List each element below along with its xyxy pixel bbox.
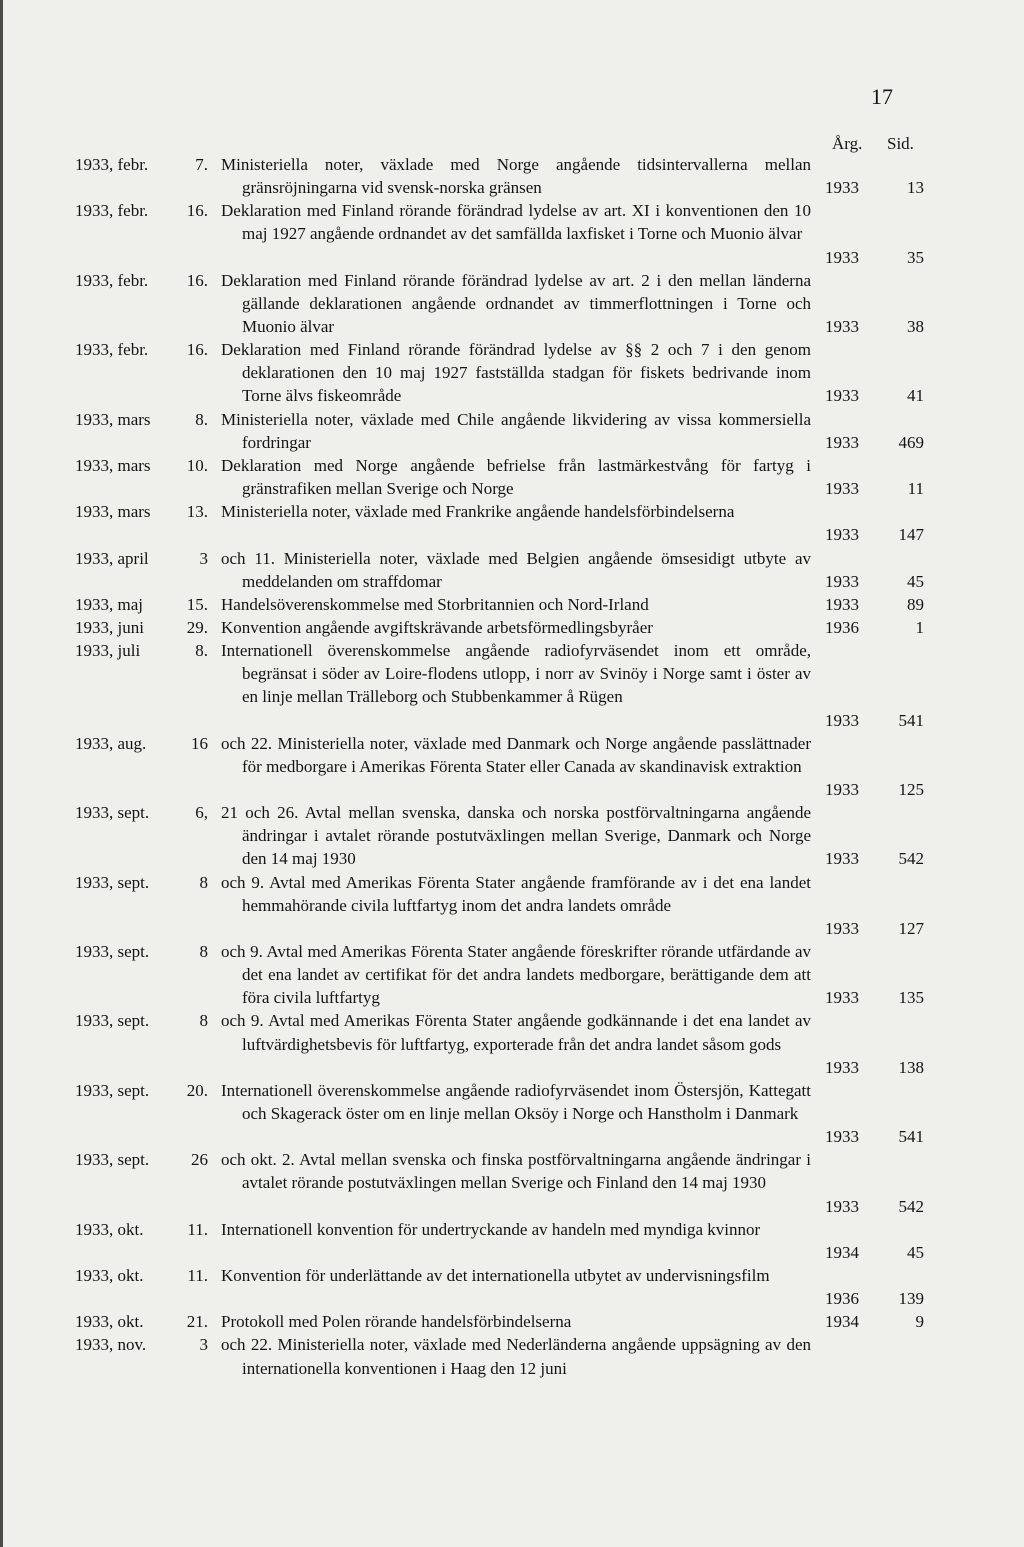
entry-year-ref: 1933	[825, 1196, 859, 1216]
entry-text: Konvention för underlättande av det internationella utbytet av undervisningsfilm	[221, 1266, 770, 1286]
entry-year-ref: 1933	[825, 710, 859, 730]
entry-page-ref: 138	[898, 1057, 924, 1077]
entry-text: Deklaration med Finland rörande förändrad lydelse av §§ 2 och 7 i den genom deklarationen den 10 maj 1927 fastställda stadgan för fiskets bedrivande inom Torne älvs fiskeområde	[221, 340, 811, 406]
list-item	[3, 500, 1024, 546]
entry-day: 16.	[186, 270, 208, 290]
entry-page-ref: 127	[898, 918, 924, 938]
entry-page-ref: 13	[907, 178, 924, 198]
entry-text: och okt. 2. Avtal mellan svenska och finska postförvaltningarna angående ändringar i avtalet rörande postutväxlingen mellan Sverige och Finland den 14 maj 1930	[221, 1150, 811, 1193]
entry-day: 16.	[186, 340, 208, 360]
list-item	[3, 616, 1024, 639]
entry-year-ref: 1933	[825, 594, 859, 614]
entry-text: Handelsöverenskommelse med Storbritannien och Nord-Irland	[221, 594, 649, 614]
entry-page-ref: 35	[907, 247, 924, 267]
entry-year-ref: 1933	[825, 432, 859, 452]
entry-day: 8	[199, 872, 208, 892]
entry-page-ref: 135	[898, 988, 924, 1008]
entry-day: 7.	[195, 155, 208, 174]
entry-text: Protokoll med Polen rörande handelsförbindelserna	[221, 1312, 572, 1332]
list-item	[3, 1009, 1024, 1078]
entry-page-ref: 38	[907, 317, 924, 337]
entry-year-ref: 1933	[825, 779, 859, 799]
entry-page-ref: 9	[915, 1312, 924, 1332]
entry-page-ref: 541	[898, 710, 924, 730]
entry-day: 10.	[186, 455, 208, 475]
entry-year-ref: 1933	[825, 849, 859, 869]
list-item	[3, 153, 1024, 199]
column-header-page: Sid.	[887, 134, 914, 153]
entry-year-ref: 1933	[825, 386, 859, 406]
entry-date: 1933, maj	[75, 594, 143, 614]
list-item	[3, 338, 1024, 407]
entry-year-ref: 1933	[825, 571, 859, 591]
entry-text: Deklaration med Finland rörande förändrad lydelse av art. XI i konventionen den 10 maj 1927 angående ordnandet av det samfällda laxfisket i Torne och Muonio älvar	[221, 201, 811, 244]
list-item	[3, 801, 1024, 870]
entry-day: 29.	[186, 617, 208, 637]
entry-page-ref: 89	[907, 594, 924, 614]
entry-page-ref: 139	[898, 1289, 924, 1309]
entry-text: och 9. Avtal med Amerikas Förenta Stater angående godkännande i det ena landet av luftvärdighetsbevis för luftfartyg, exporterade från det andra landet såsom gods	[221, 1011, 811, 1054]
entry-date: 1933, nov.	[75, 1335, 147, 1355]
list-item	[3, 871, 1024, 940]
entry-date: 1933, sept.	[75, 1080, 150, 1100]
entry-day: 11.	[187, 1219, 208, 1239]
entry-year-ref: 1933	[825, 479, 859, 499]
entry-day: 15.	[186, 594, 208, 614]
entry-page-ref: 469	[898, 432, 924, 452]
entry-year-ref: 1933	[825, 918, 859, 938]
entry-text: Internationell överenskommelse angående radiofyrväsendet inom ett område, begränsat i söder av Loire-flodens utlopp, i norr av Svinöy i Norge samt i öster av en linje mellan Trälleborg och Stubbenkammer å Rügen	[221, 641, 811, 707]
entry-date: 1933, okt.	[75, 1266, 144, 1286]
entry-day: 8.	[195, 409, 208, 429]
entry-text: Ministeriella noter, växlade med Chile angående likvidering av vissa kommersiella fordringar	[221, 409, 811, 452]
entry-page-ref: 542	[898, 849, 924, 869]
entry-year-ref: 1933	[825, 988, 859, 1008]
entry-day: 11.	[187, 1266, 208, 1286]
entry-date: 1933, febr.	[75, 340, 149, 360]
entry-day: 16	[191, 733, 208, 753]
entry-text: Deklaration med Norge angående befrielse från lastmärkestvång för fartyg i gränstrafiken mellan Sverige och Norge	[221, 455, 811, 499]
entry-date: 1933, sept.	[75, 803, 150, 823]
entry-day: 20.	[186, 1080, 208, 1100]
entry-date: 1933, april	[75, 548, 149, 568]
entry-text: och 9. Avtal med Amerikas Förenta Stater angående föreskrifter rörande utfärdande av det ena landet av certifikat för det andra landets medborgare, berättigande dem att föra civila luftfartyg	[221, 941, 811, 1008]
entry-day: 3	[199, 548, 208, 568]
list-item	[3, 1218, 1024, 1264]
entry-year-ref: 1933	[825, 1127, 859, 1147]
entry-day: 8	[199, 1011, 208, 1031]
entry-year-ref: 1936	[825, 1289, 859, 1309]
entry-page-ref: 11	[907, 479, 924, 499]
entry-year-ref: 1933	[825, 178, 859, 198]
entry-day: 21.	[186, 1312, 208, 1332]
entry-year-ref: 1933	[825, 247, 859, 267]
entry-date: 1933, febr.	[75, 155, 149, 174]
entry-text: Deklaration med Finland rörande förändrad lydelse av art. 2 i den mellan länderna gällande deklarationen angående ordnandet av timmerflottningen i Torne och Muonio älvar	[221, 270, 811, 337]
entry-text: och 9. Avtal med Amerikas Förenta Stater angående framförande av i det ena landet hemmahörande civila luftfartyg inom det andra landets område	[221, 872, 811, 915]
list-item	[3, 1264, 1024, 1310]
entry-year-ref: 1934	[825, 1312, 859, 1332]
entry-date: 1933, sept.	[75, 1011, 150, 1031]
entry-date: 1933, okt.	[75, 1312, 144, 1332]
entry-text: och 11. Ministeriella noter, växlade med Belgien angående ömsesidigt utbyte av meddelanden om straffdomar	[221, 548, 811, 591]
entry-text: Ministeriella noter, växlade med Frankrike angående handelsförbindelserna	[221, 502, 735, 522]
list-item	[3, 199, 1024, 268]
list-item	[3, 1310, 1024, 1333]
column-header-year: Årg.	[832, 134, 863, 153]
entry-year-ref: 1933	[825, 317, 859, 337]
treaty-list	[3, 153, 1024, 1380]
entry-text: och 22. Ministeriella noter, växlade med Nederländerna angående uppsägning av den internationella konventionen i Haag den 12 juni	[221, 1335, 811, 1378]
list-item	[3, 454, 1024, 500]
entry-page-ref: 1	[915, 617, 924, 637]
entry-date: 1933, mars	[75, 455, 151, 475]
list-item	[3, 1148, 1024, 1217]
entry-text: Internationell konvention för undertryckande av handeln med myndiga kvinnor	[221, 1219, 761, 1239]
entry-day: 3	[199, 1335, 208, 1355]
entry-page-ref: 542	[898, 1196, 924, 1216]
list-item	[3, 639, 1024, 732]
entry-date: 1933, febr.	[75, 201, 149, 221]
entry-day: 26	[191, 1150, 208, 1170]
entry-page-ref: 45	[907, 1242, 924, 1262]
entry-day: 8	[199, 941, 208, 961]
list-item	[3, 593, 1024, 616]
entry-date: 1933, mars	[75, 502, 151, 522]
entry-year-ref: 1936	[825, 617, 859, 637]
entry-date: 1933, sept.	[75, 941, 150, 961]
entry-text: Internationell överenskommelse angående radiofyrväsendet inom Östersjön, Kattegatt och Skagerack öster om en linje mellan Oksöy i Norge och Hanstholm i Danmark	[221, 1080, 811, 1124]
list-item	[3, 1079, 1024, 1148]
entry-date: 1933, febr.	[75, 270, 149, 290]
list-item	[3, 1333, 1024, 1379]
entry-day: 6,	[195, 803, 208, 823]
entry-day: 16.	[186, 201, 208, 221]
entry-text: 21 och 26. Avtal mellan svenska, danska och norska postförvaltningarna angående ändringar i avtalet rörande postutväxlingen mellan Sverige, Danmark och Norge den 14 maj 1930	[221, 803, 811, 869]
list-item	[3, 269, 1024, 338]
entry-page-ref: 541	[898, 1127, 924, 1147]
entry-date: 1933, sept.	[75, 872, 150, 892]
entry-day: 8.	[195, 641, 208, 661]
entry-date: 1933, okt.	[75, 1219, 144, 1239]
entry-page-ref: 45	[907, 571, 924, 591]
list-item	[3, 732, 1024, 801]
entry-page-ref: 41	[907, 386, 924, 406]
entry-date: 1933, mars	[75, 409, 151, 429]
entry-text: och 22. Ministeriella noter, växlade med Danmark och Norge angående passlättnader för medborgare i Amerikas Förenta Stater eller Canada av skandinavisk extraktion	[221, 733, 811, 776]
entry-text: Konvention angående avgiftskrävande arbetsförmedlingsbyråer	[221, 617, 653, 637]
entry-date: 1933, sept.	[75, 1150, 150, 1170]
list-item	[3, 940, 1024, 1009]
entry-date: 1933, juni	[75, 617, 144, 637]
entry-day: 13.	[186, 502, 208, 522]
page-number: 17	[871, 84, 893, 109]
entry-page-ref: 125	[898, 779, 924, 799]
entry-year-ref: 1934	[825, 1242, 859, 1262]
entry-date: 1933, aug.	[75, 733, 147, 753]
entry-date: 1933, juli	[75, 641, 141, 661]
entry-year-ref: 1933	[825, 525, 859, 545]
entry-text: Ministeriella noter, växlade med Norge angående tidsintervallerna mellan gränsröjningarna vid svensk-norska gränsen	[221, 155, 811, 198]
entry-page-ref: 147	[898, 525, 924, 545]
list-item	[3, 547, 1024, 593]
entry-year-ref: 1933	[825, 1057, 859, 1077]
list-item	[3, 408, 1024, 454]
